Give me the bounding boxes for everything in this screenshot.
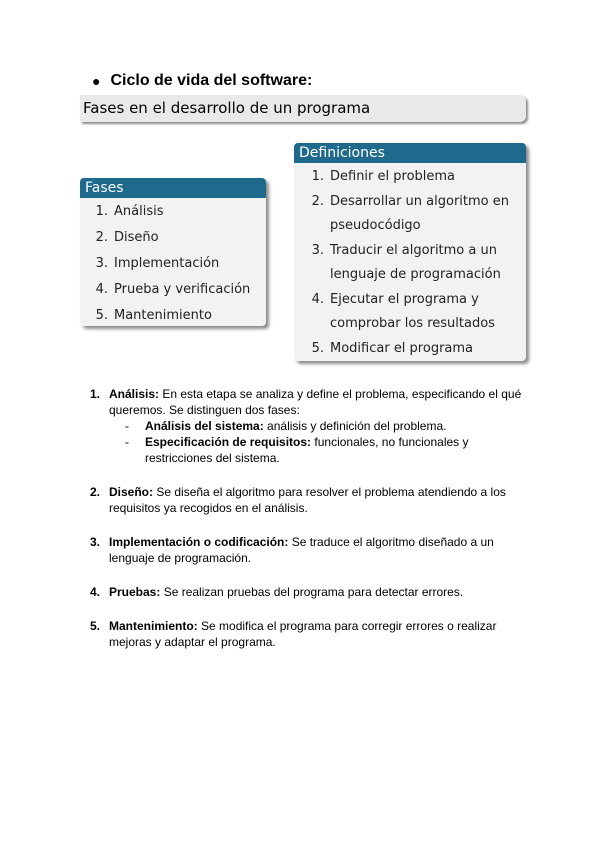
frame-title: Fases en el desarrollo de un programa: [80, 95, 526, 122]
bullet-icon: ●: [92, 73, 101, 89]
list-item: [90, 484, 530, 516]
list-item: [294, 337, 526, 361]
item-text: Se traduce el algoritmo diseñado a un lenguaje de programación.: [109, 535, 494, 565]
list-item: [90, 534, 530, 566]
item-number: 3.: [95, 256, 108, 271]
dash-icon: -: [125, 435, 129, 449]
item-number: 1.: [311, 169, 324, 184]
item-number: 4.: [90, 585, 101, 599]
section-heading: [92, 72, 312, 90]
list-item: [80, 254, 266, 280]
list-item: [90, 618, 530, 650]
item-number: 3.: [90, 535, 101, 549]
definiciones-block-title: Definiciones: [294, 143, 526, 163]
item-label: Mantenimiento:: [109, 619, 198, 633]
item-number: 4.: [95, 282, 108, 297]
item-number: 1.: [90, 387, 101, 401]
sub-item-text: análisis y definición del problema.: [263, 419, 447, 433]
item-text: Modificar el programa: [330, 341, 474, 356]
phases-description: [90, 386, 530, 668]
fases-block: [80, 178, 266, 326]
sub-list-item: [109, 434, 530, 466]
item-label: Análisis:: [109, 387, 160, 401]
item-number: 5.: [311, 341, 324, 356]
sub-item-label: Análisis del sistema:: [145, 419, 264, 433]
sub-item-text: funcionales, no funcionales y restricciones del sistema.: [145, 435, 469, 465]
item-text: Desarrollar un algoritmo en pseudocódigo: [330, 194, 509, 233]
item-label: Diseño:: [109, 485, 154, 499]
list-item: [294, 239, 526, 287]
item-text: Ejecutar el programa y comprobar los resultados: [330, 292, 495, 331]
sub-list: [109, 418, 530, 466]
list-item: [80, 228, 266, 254]
list-item: [294, 165, 526, 189]
sub-item-label: Especificación de requisitos:: [145, 435, 312, 449]
item-number: 1.: [95, 204, 108, 219]
heading-text: Ciclo de vida del software:: [110, 72, 313, 89]
item-number: 4.: [311, 292, 324, 307]
item-label: Implementación o codificación:: [109, 535, 289, 549]
item-text: Traducir el algoritmo a un lenguaje de programación: [330, 243, 501, 282]
item-text: Diseño: [114, 230, 159, 245]
item-number: 2.: [311, 194, 324, 209]
item-text: Se diseña el algoritmo para resolver el problema atendiendo a los requisitos ya recogidos en el análisis.: [109, 485, 506, 515]
item-number: 3.: [311, 243, 324, 258]
item-text: Implementación: [114, 256, 220, 271]
sub-list-item: [109, 418, 530, 434]
item-text: Mantenimiento: [114, 308, 212, 323]
item-text: Se realizan pruebas del programa para detectar errores.: [160, 585, 464, 599]
list-item: [80, 202, 266, 228]
item-label: Pruebas:: [109, 585, 161, 599]
list-item: [80, 280, 266, 306]
item-text: Definir el problema: [330, 169, 456, 184]
dash-icon: -: [125, 419, 129, 433]
list-item: [294, 288, 526, 336]
item-number: 5.: [90, 619, 101, 633]
item-text: En esta etapa se analiza y define el problema, especificando el qué queremos. Se distinguen dos fases:: [109, 387, 522, 417]
item-number: 2.: [90, 485, 101, 499]
list-item: [80, 306, 266, 326]
definiciones-block: [294, 143, 526, 361]
list-item: [90, 386, 530, 466]
fases-block-title: Fases: [80, 178, 266, 198]
list-item: [90, 584, 530, 600]
item-text: Prueba y verificación: [114, 282, 251, 297]
item-number: 2.: [95, 230, 108, 245]
item-text: Se modifica el programa para corregir errores o realizar mejoras y adaptar el programa.: [109, 619, 497, 649]
item-text: Análisis: [114, 204, 164, 219]
list-item: [294, 190, 526, 238]
item-number: 5.: [95, 308, 108, 323]
